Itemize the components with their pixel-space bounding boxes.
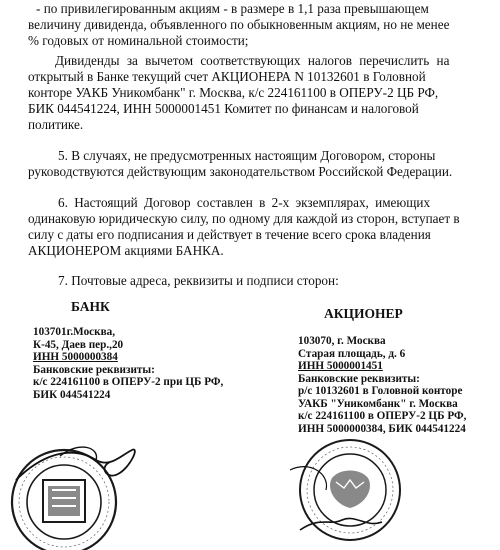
dividends-account-line-3: конторе УАКБ Уникомбанк" г. Москва, к/с 224161100 в ОПЕРУ-2 ЦБ РФ, — [28, 85, 439, 100]
shareholder-bank-name: УАКБ "Уникомбанк" г. Москва — [298, 397, 458, 410]
clause-5-line-1: 5. В случаях, не предусмотренных настоящим Договором, стороны — [58, 148, 436, 163]
clause-7: 7. Почтовые адреса, реквизиты и подписи сторон: — [58, 273, 339, 288]
shareholder-heading: АКЦИОНЕР — [324, 306, 403, 321]
dividends-preferred-line-2: величину дивиденда, объявленного по обыкновенным акциям, но не менее — [28, 17, 450, 32]
bank-seal-icon — [0, 438, 170, 548]
bank-address-line-2: К-45, Даев пер.,20 — [33, 338, 124, 351]
shareholder-corr-account: к/с 224161100 в ОПЕРУ-2 ЦБ РФ, — [298, 410, 467, 422]
shareholder-inn-bik: ИНН 5000000384, БИК 044541224 — [298, 422, 466, 435]
shareholder-account: р/с 10132601 в Головной конторе — [298, 385, 463, 397]
shareholder-details-title: Банковские реквизиты: — [298, 372, 420, 385]
bank-bik: БИК 044541224 — [33, 388, 111, 401]
bank-inn: ИНН 5000000384 — [33, 351, 118, 363]
dividends-account-line-2: открытый в Банке текущий счет АКЦИОНЕРА N 10132601 в Головной — [28, 69, 426, 84]
clause-5-line-2: руководствуются действующим законодательством Российской Федерации. — [28, 164, 453, 179]
shareholder-details-block — [298, 335, 466, 435]
shareholder-address-line-2: Старая площадь, д. 6 — [298, 347, 406, 360]
bank-heading: БАНК — [71, 299, 110, 314]
clause-6-line-1: 6. Настоящий Договор составлен в 2-х экземплярах, имеющих — [58, 195, 431, 210]
dividends-preferred-line-3: % годовых от номинальной стоимости; — [28, 33, 249, 48]
dividends-account-line-1: Дивиденды за вычетом соответствующих налогов перечислить на — [55, 53, 450, 68]
clause-6-line-4: АКЦИОНЕРОМ акциями БАНКА. — [28, 243, 224, 258]
bank-account: к/с 224161100 в ОПЕРУ-2 при ЦБ РФ, — [33, 376, 224, 388]
dividends-preferred-line-1: - по привилегированным акциям - в размере в 1,1 раза превышающем — [36, 1, 429, 16]
bank-details-block — [33, 326, 223, 401]
dividends-account-line-5: политике. — [28, 117, 84, 132]
shareholder-inn: ИНН 5000001451 — [298, 360, 383, 372]
clause-6-line-2: одинаковую юридическую силу, по одному для каждой из сторон, вступает в — [28, 211, 460, 226]
bank-address-line-1: 103701г.Москва, — [33, 326, 116, 338]
dividends-account-line-4: БИК 044541224, ИНН 5000001451 Комитет по финансам и налоговой — [28, 101, 419, 116]
bank-details-title: Банковские реквизиты: — [33, 363, 155, 376]
shareholder-address-line-1: 103070, г. Москва — [298, 335, 386, 347]
clause-6-line-3: силу с даты его подписания и действует в течение всего срока владения — [28, 227, 431, 242]
ministry-seal-icon — [270, 430, 430, 550]
